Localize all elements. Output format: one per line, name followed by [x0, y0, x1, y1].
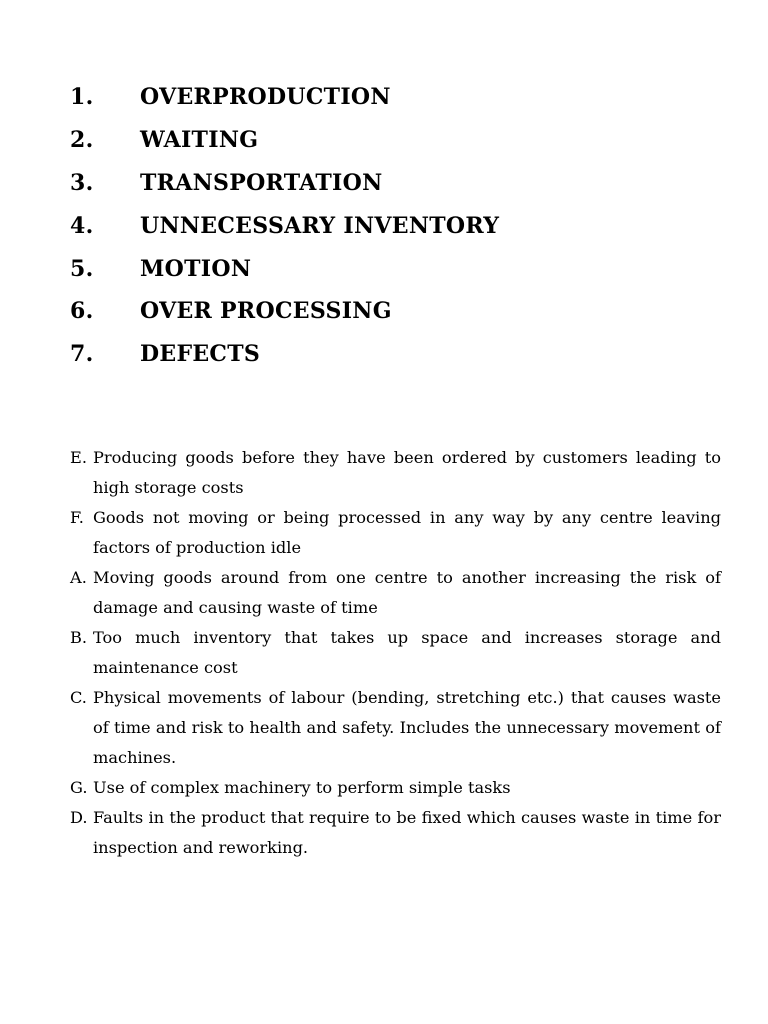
definition-item: [70, 683, 721, 773]
waste-name: DEFECTS: [140, 341, 261, 368]
definition-item: [70, 773, 721, 803]
definition-list: [70, 443, 721, 863]
waste-name: OVERPRODUCTION: [140, 84, 391, 110]
definition-item: [70, 503, 721, 563]
waste-item: [70, 205, 710, 248]
definition-letter: E.: [70, 448, 87, 467]
waste-number: 1.: [70, 84, 94, 110]
waste-item: [70, 76, 710, 119]
definition-letter: C.: [70, 688, 87, 707]
definition-letter: F.: [70, 508, 84, 527]
waste-name: OVER PROCESSING: [140, 298, 392, 325]
waste-number: 6.: [70, 298, 94, 325]
definition-text: Goods not moving or being processed in any way by any centre leaving factors of production idle: [93, 508, 721, 557]
definition-text: Physical movements of labour (bending, stretching etc.) that causes waste of time and risk to health and safety. Includes the unnecessary movement of machines.: [93, 688, 721, 767]
definition-text: Moving goods around from one centre to another increasing the risk of damage and causing waste of time: [93, 568, 721, 617]
waste-item: [70, 162, 710, 205]
definition-item: [70, 623, 721, 683]
waste-item: [70, 290, 710, 333]
definition-letter: A.: [70, 568, 87, 587]
waste-item: [70, 248, 710, 291]
waste-number: 3.: [70, 169, 94, 196]
definition-item: [70, 803, 721, 863]
definition-item: [70, 443, 721, 503]
waste-item: [70, 119, 710, 162]
waste-name: MOTION: [140, 255, 252, 282]
waste-name: UNNECESSARY INVENTORY: [140, 212, 500, 239]
waste-number: 5.: [70, 255, 94, 282]
waste-number: 4.: [70, 212, 94, 239]
definition-text: Too much inventory that takes up space and increases storage and maintenance cost: [93, 628, 721, 677]
definition-letter: G.: [70, 778, 88, 797]
waste-number: 7.: [70, 341, 94, 368]
definition-item: [70, 563, 721, 623]
definition-letter: B.: [70, 628, 88, 647]
waste-name: WAITING: [140, 126, 259, 153]
definition-text: Producing goods before they have been ordered by customers leading to high storage costs: [93, 448, 721, 497]
definition-letter: D.: [70, 808, 88, 827]
waste-item: [70, 333, 710, 376]
waste-name: TRANSPORTATION: [140, 169, 383, 196]
definition-text: Use of complex machinery to perform simple tasks: [93, 778, 511, 797]
definition-text: Faults in the product that require to be fixed which causes waste in time for inspection and reworking.: [93, 808, 721, 857]
waste-number: 2.: [70, 126, 94, 153]
waste-list: [70, 76, 710, 376]
